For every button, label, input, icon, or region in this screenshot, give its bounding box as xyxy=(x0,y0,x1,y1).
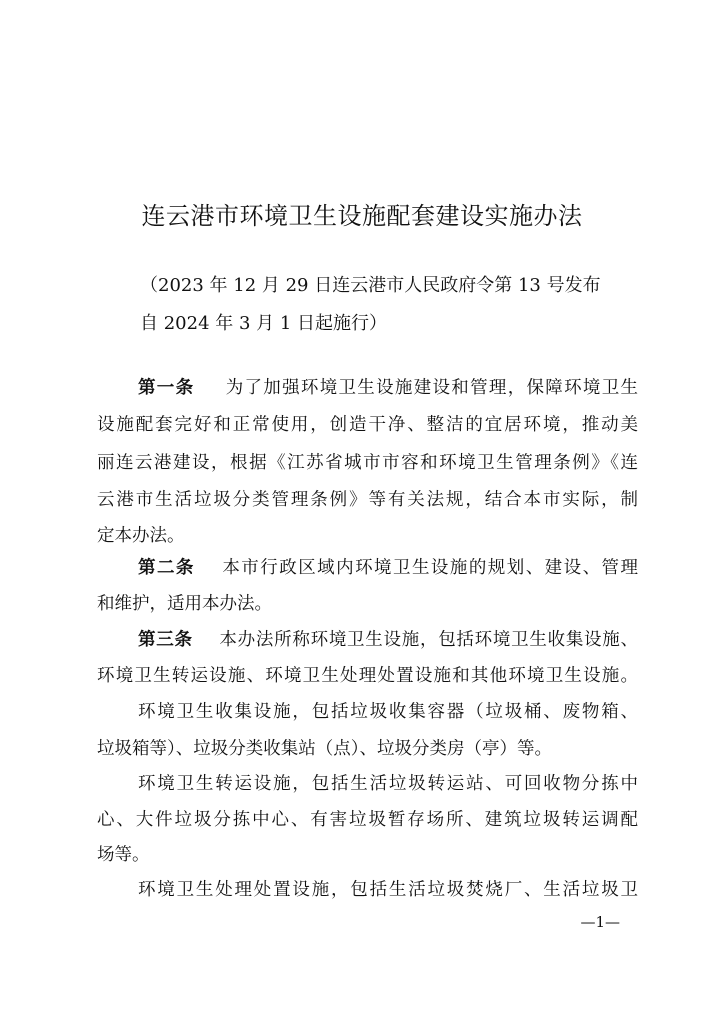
article-1-line-1 xyxy=(138,376,638,400)
collection-line-1: 环境卫生收集设施，包括垃圾收集容器（垃圾桶、废物箱、 xyxy=(138,702,638,722)
issuance-note-line-2: 自 2024 年 3 月 1 日起施行） xyxy=(140,313,388,334)
document-title: 连云港市环境卫生设施配套建设实施办法 xyxy=(141,202,583,230)
article-2-line-1 xyxy=(138,556,638,580)
article-1-label: 第一条 xyxy=(138,378,195,398)
article-1-line-2: 设施配套完好和正常使用，创造干净、整洁的宜居环境，推动美 xyxy=(97,415,638,435)
article-1-line-4: 云港市生活垃圾分类管理条例》等有关法规，结合本市实际，制 xyxy=(97,490,638,510)
article-2-text: 本市行政区域内环境卫生设施的规划、建设、管理 xyxy=(220,558,639,578)
article-3-text: 本办法所称环境卫生设施，包括环境卫生收集设施、 xyxy=(218,630,639,650)
article-1-line-3: 丽连云港建设，根据《江苏省城市市容和环境卫生管理条例》《连 xyxy=(97,453,638,473)
article-3-label: 第三条 xyxy=(138,630,193,650)
page-number: —1— xyxy=(580,913,620,931)
article-1-text: 为了加强环境卫生设施建设和管理，保障环境卫生 xyxy=(224,378,639,398)
article-2-line-2: 和维护，适用本办法。 xyxy=(97,594,272,614)
article-3-line-2: 环境卫生转运设施、环境卫生处理处置设施和其他环境卫生设施。 xyxy=(97,666,638,686)
transfer-line-3: 场等。 xyxy=(97,845,150,865)
transfer-line-2: 心、大件垃圾分拣中心、有害垃圾暂存场所、建筑垃圾转运调配 xyxy=(97,810,638,830)
issuance-note-line-1: （2023 年 12 月 29 日连云港市人民政府令第 13 号发布 xyxy=(140,275,601,296)
disposal-line-1: 环境卫生处理处置设施，包括生活垃圾焚烧厂、生活垃圾卫 xyxy=(138,880,638,900)
transfer-line-1: 环境卫生转运设施，包括生活垃圾转运站、可回收物分拣中 xyxy=(138,774,638,794)
article-2-label: 第二条 xyxy=(138,558,195,578)
article-3-line-1 xyxy=(138,628,638,652)
collection-line-2: 垃圾箱等）、垃圾分类收集站（点）、垃圾分类房（亭）等。 xyxy=(97,739,552,759)
article-1-line-5: 定本办法。 xyxy=(97,526,185,546)
